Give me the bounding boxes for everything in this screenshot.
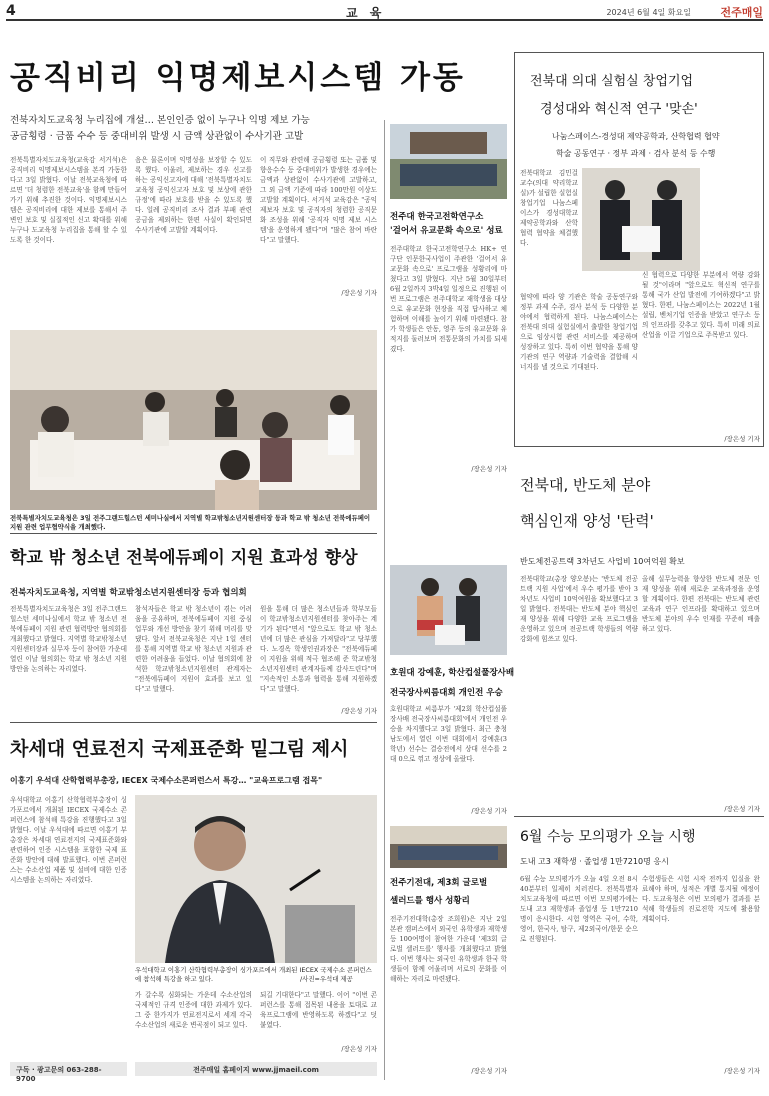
right1-headline-line2: 경성대와 혁신적 연구 '맞손' xyxy=(540,102,698,117)
kijeon-event-photo xyxy=(390,826,507,868)
article3-body-col-3: 되길 기대한다"고 말했다. 이어 "이번 콘퍼런스를 통해 접목된 내용을 토대로 교육프로그램에 반영하도록 하겠다"고 덧붙였다. xyxy=(260,991,377,1029)
article2-subheadline: 전북자치도교육청, 지역별 학교밖청소년지원센터장 등과 협의회 xyxy=(10,588,247,598)
article3-body-col-2: 가 갈수록 심화되는 가운데 수소산업의 국제적인 규격 인증에 대한 과제가 있다. 그 중 한가지가 연료전지로서 세계 각국 수소산업의 새로운 변곡점이 되고 있다. xyxy=(135,991,252,1029)
article3-headline: 차세대 연료전지 국제표준화 밑그림 제시 xyxy=(10,738,349,760)
agreement-photo xyxy=(582,168,700,271)
jeonju-univ-group-photo xyxy=(390,124,507,199)
main-body-col-1: 전북특별자치도교육청(교육감 서거석)은 공직비리 익명제보시스템을 본격 가동한다고 3일 밝혔다. 이날 전북교육청에 따르면 '더 청렴한 전북교육'을 함께 만들어 가기 위해 추진한 것이다. 익명제보시스템은 공직비리에 대한 제보를 통해서 주변인 보호 및 실질적인 신고 확대를 위해 누구나 도교육청 누리집을 통해 할 수 있도록 한 것이다. xyxy=(10,156,127,244)
main-headline: 공직비리 익명제보시스템 가동 xyxy=(10,60,466,96)
divider xyxy=(10,533,377,534)
right3-reporter: /장은성 기자 xyxy=(724,1067,760,1075)
article4-reporter: /장은성 기자 xyxy=(471,465,507,473)
right1-subheadline-2: 학술 공동연구 · 정부 과제 · 검사 분석 등 수행 xyxy=(556,149,716,158)
article2-reporter: /장은성 기자 xyxy=(341,707,377,715)
section-title: 교 육 xyxy=(346,6,386,20)
article3-body-col-1: 우석대학교 이홍기 산학협력부총장이 싱가포르에서 개최된 IECEX 국제수소 콘퍼런스에 참석해 특강을 진행했다고 3일 밝혔다. 이날 우석대에 따르면 이홍기 부총장은 차세대 연료전지의 국제표준화와 관련하여 인증 시스템을 포함한 국제 표준화 방안에 대해 발표했다. 이번 콘퍼런스는 수소산업 제품 및 설비에 대한 인증 시스템을 논의하는 자리였다. xyxy=(10,796,127,884)
article4-subhead: '걸어서 유교문화 속으로' 성료 xyxy=(390,226,503,236)
article5-reporter: /장은성 기자 xyxy=(471,807,507,815)
speaker-photo-credit: /사진=우석대 제공 xyxy=(300,975,353,983)
article3-subheadline: 이홍기 우석대 산학협력부총장, IECEX 국제수소콘퍼런스서 특강… "교육프로그램 접목" xyxy=(10,776,323,785)
homepage-info: 전주매일 홈페이지 www.jjmaeil.com xyxy=(135,1062,377,1076)
article5-body: 호원대학교 씨름부가 '제2회 학산컵설풀장사배 전국장사씨름대회'에서 개인전 우승을 차지했다고 3일 밝혔다. 최근 충청남도에서 열린 이번 대회에서 강예훈(3학년) 선수는 결승전에서 상대 선수를 2대 0으로 꺾고 정상에 올랐다. xyxy=(390,705,507,763)
right1-headline-line1: 전북대 의대 실험실 창업기업 xyxy=(530,74,694,89)
right3-body-col-1: 6월 수능 모의평가가 오늘 4일 오전 8시 40분부터 일제히 치러진다. 전북특별자치도교육청에 따르면 이번 모의평가에는 도내 고3 재학생과 졸업생 등 1만7210명이 응시한다. 시험 영역은 국어, 수학, 영어, 한국사, 탐구, 제2외국어/한문 순으로 진행된다. xyxy=(520,875,638,943)
article2-body-col-1: 전북특별자치도교육청은 3일 전주그랜드힐스턴 세미나실에서 학교 밖 청소년 전북에듀페이 지원 관련 협력방안 협의회를 개최했다고 밝혔다. 지역별 학교밖청소년지원센터장과 실무자 등이 참여한 가운데 열린 이날 협의회는 학교 밖 청소년 지원 방안을 논의하는 자리였다. xyxy=(10,605,127,673)
right2-body-col-2: 올해 실무능력을 향상한 반도체 전문 인재 양성을 위해 새로운 교육과정을 운영할 계획이다. 한편 전북대는 반도체 관련 교육과 연구 인프라를 확대하고 있으며 반도체 분야의 우수 인재를 꾸준히 배출하고 있다. xyxy=(642,575,760,633)
right1-body-intro: 전북대학교 김민걸 교수(의대 약리학교실)가 설립한 실험실 창업기업 나눔스페이스가 경성대학교 제약공학과와 산학협력 협약을 체결했다. xyxy=(520,169,578,247)
issue-date: 2024년 6월 4일 화요일 xyxy=(606,8,691,17)
right2-headline-line1: 전북대, 반도체 분야 xyxy=(520,476,651,494)
article4-headline: 전주대 한국고전학연구소 xyxy=(390,212,484,222)
wrestler-photo xyxy=(390,565,507,655)
right2-subheadline: 반도체전공트랙 3차년도 사업비 10여억원 확보 xyxy=(520,557,685,566)
column-divider xyxy=(384,120,385,1080)
speaker-photo-caption: 우석대학교 이홍기 산학협력부총장이 싱가포르에서 개최된 IECEX 국제수소 콘퍼런스에 참석해 특강을 하고 있다. xyxy=(135,966,372,983)
brand-logo: 전주매일 xyxy=(720,6,763,19)
page-number: 4 xyxy=(6,3,16,19)
article3-reporter: /장은성 기자 xyxy=(341,1045,377,1053)
subscribe-info: 구독 · 광고문의 063-288-9700 xyxy=(10,1062,127,1076)
article2-headline: 학교 밖 청소년 전북에듀페이 지원 효과성 향상 xyxy=(10,548,358,568)
article6-headline: 전주기전대, 제3회 글로벌 xyxy=(390,878,488,888)
article6-body: 전주기전대학(총장 조희원)은 지난 2일 본관 캠퍼스에서 외국인 유학생과 재학생 등 100여명이 참여한 가운데 '제3회 글로벌 셀러드를' 행사를 개최했다고 밝혔다. 이번 행사는 외국인 유학생과 한국 학생들이 함께 어울리며 서로의 문화를 이해하는 자리로 마련됐다. xyxy=(390,915,507,983)
right2-body-col-1: 전북대학교(총장 양오봉)는 '반도체 전공트랙 지원 사업'에서 우수 평가를 받아 3차년도 사업비 10억여원을 확보했다고 3일 밝혔다. 전북대는 반도체 분야 핵심인재 양성을 위해 다양한 교육 프로그램을 운영하고 있으며 전공트랙 학생들의 역량 강화에 힘쓰고 있다. xyxy=(520,575,638,643)
right1-body-col-1: 협약에 따라 양 기관은 학술 공동연구와 정부 과제 수주, 검사 분석 등 다양한 분야에서 협력하게 된다. 나눔스페이스는 전북대 의대 실험실에서 출발한 창업기업으로 임상시험 관련 서비스를 제공하며 성장하고 있다. 특히 이번 협약을 통해 양 기관의 연구 역량과 기술력을 결합해 시너지를 낼 것으로 기대된다. xyxy=(520,293,638,371)
right3-headline: 6월 수능 모의평가 오늘 시행 xyxy=(520,829,696,845)
speaker-photo xyxy=(135,795,377,963)
article4-body: 전주대학교 한국고전학연구소 HK+ 연구단 인문한국사업이 주관한 '걸어서 유교문화 속으로' 프로그램을 성황리에 마쳤다고 3일 밝혔다. 지난 5월 30일부터 6월 2일까지 3박4일 일정으로 진행된 이번 프로그램은 전주대학교 재학생을 대상으로 유교문화 현장을 직접 답사하고 체험하며 이해를 높이기 위해 마련됐다. 참가 학생들은 안동, 영주 등의 유교문화 유적지를 둘러보며 전통문화의 가치를 되새겼다. xyxy=(390,245,507,353)
divider xyxy=(514,816,764,817)
main-subheadline-1: 전북자치도교육청 누리집에 개설… 본인인증 없이 누구나 익명 제보 가능 xyxy=(10,115,310,126)
meeting-photo-caption: 전북특별자치도교육청은 3일 전주그랜드힐스턴 세미나실에서 지역별 학교밖청소년지원센터장 등과 학교 밖 청소년 전북에듀페이 지원 관련 업무협약식을 개최했다. xyxy=(10,514,371,531)
right2-headline-line2: 핵심인재 양성 '탄력' xyxy=(520,512,654,530)
article2-body-col-2: 참석자들은 학교 밖 청소년이 겪는 어려움을 공유하며, 전북에듀페이 지원 중심 업무와 개선 방안을 찾기 위해 머리를 맞댔다. 앞서 전북교육청은 지난 1일 센터를 통해 지역별 학교 밖 청소년 지원과 관련한 어려움을 들었다. 이날 협의회에 참석한 학교밖청소년지원센터 관계자는 "전북에듀페이 지원이 효과를 보고 있다"고 말했다. xyxy=(135,605,252,693)
masthead xyxy=(6,3,763,21)
main-subheadline-2: 공금횡령 · 금품 수수 등 중대비위 발생 시 금액 상관없이 수사기관 고발 xyxy=(10,131,304,142)
right2-reporter: /장은성 기자 xyxy=(724,805,760,813)
right1-subheadline-1: 나눔스페이스-경성대 제약공학과, 산학협력 협약 xyxy=(552,132,720,141)
article2-body-col-3: 원을 통해 더 많은 청소년들과 학부모들이 학교밖청소년지원센터를 찾아주는 계기가 된다"면서 "앞으로도 학교 밖 청소년에 더 많은 관심을 가져달라"고 당부했다. 노경옥 학생인권과장은 "전북에듀페이 지원을 위해 적극 협조해 준 학교밖청소년지원센터 관계자들께 감사드린다"며 "지속적인 소통과 협력을 통해 지원하겠다"고 말했다. xyxy=(260,605,377,693)
article6-subhead: 셀러드를 행사 성황리 xyxy=(390,896,470,906)
main-body-col-2: 음은 물론이며 익명성을 보장할 수 있도록 했다. 이울러, 제보하는 경우 신고를 하는 공익신고자에 대해 '전북특별자치도교육청 공익신고자 보호 및 보상에 관한 규정'에 따라 보호를 받을 수 있도록 했다. 일례 공직비리 조사 결과 부패 관련 공금을 제외하는 한편 사실이 확인되면 수사기관에 고발할 계획이다. xyxy=(135,156,252,234)
right3-body-col-2: 수험생들은 시험 시작 전까지 입실을 완료해야 하며, 성적은 개별 통지될 예정이다. 도교육청은 이번 모의평가 결과를 분석해 학생들의 진로진학 지도에 활용할 계획이다. xyxy=(642,875,760,923)
main-reporter: /장은성 기자 xyxy=(341,289,377,297)
main-body-col-3: 이 직무와 관련해 공금횡령 또는 금품 및 향응수수 등 중대비위가 발생한 경우에는 금액과 상관없이 수사기관에 고발하고, 그 외 금액 기준에 따라 100만원 이상도 고발할 계획이다. 서거석 교육감은 "공익제보자 보호 및 공직자의 청렴한 공직문화 조성을 위해 '공직자 익명 제보 시스템'을 운영하게 됐다"며 "많은 참여 바란다"고 말했다. xyxy=(260,156,377,244)
article5-headline: 호원대 강예훈, 학산컵설풀장사배 xyxy=(390,668,515,678)
article5-subhead: 전국장사씨름대회 개인전 우승 xyxy=(390,688,503,698)
right3-subheadline: 도내 고3 재학생 · 졸업생 1만7210명 응시 xyxy=(520,857,669,866)
right1-reporter: /장은성 기자 xyxy=(724,435,760,443)
right1-body-col-2: 신 협력으로 다양한 부분에서 역량 강화될 것"이라며 "앞으로도 혁신적 연구를 통해 국가 산업 발전에 기여하겠다"고 밝혔다. 한편, 나눔스페이스는 2022년 1월 설립, 벤처기업 인증을 받았고 연구소 등의 인프라를 갖추고 있다. 특히 미래 의료산업을 이끌 기업으로 주목받고 있다. xyxy=(642,271,760,339)
divider xyxy=(10,722,377,723)
meeting-photo xyxy=(10,330,377,510)
article6-reporter: /장은성 기자 xyxy=(471,1067,507,1075)
